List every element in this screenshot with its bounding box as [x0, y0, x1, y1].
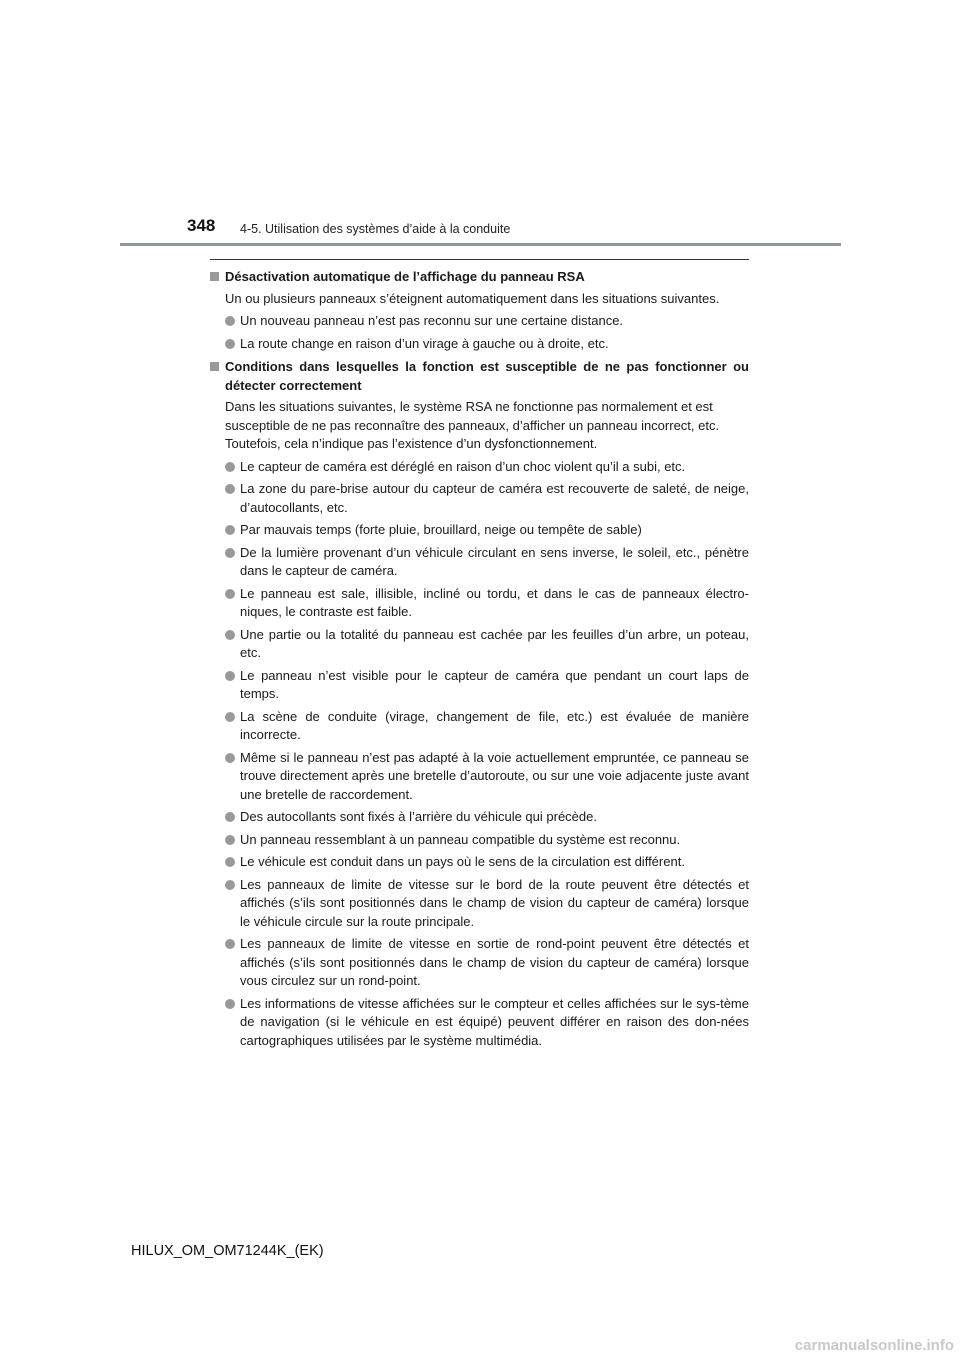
watermark: carmanualsonline.info: [794, 1337, 954, 1354]
subsection-heading: Désactivation automatique de l’affichage du panneau RSA: [210, 268, 749, 287]
subsection-heading: Conditions dans lesquelles la fonction est susceptible de ne pas fonctionner ou détecter correctement: [210, 358, 749, 395]
circle-bullet-icon: [225, 589, 235, 599]
list-item: Des autocollants sont fixés à l’arrière du véhicule qui précède.: [210, 808, 749, 827]
list-item: Les panneaux de limite de vitesse sur le bord de la route peuvent être détectés et affichés (s’ils sont positionnés dans le champ de vision du capteur de caméra) lorsque le véhicule circule sur la route principale.: [210, 876, 749, 932]
circle-bullet-icon: [225, 812, 235, 822]
circle-bullet-icon: [225, 712, 235, 722]
circle-bullet-icon: [225, 939, 235, 949]
circle-bullet-icon: [225, 671, 235, 681]
list-item: La route change en raison d’un virage à gauche ou à droite, etc.: [210, 335, 749, 354]
square-bullet-icon: [210, 362, 219, 371]
list-item: Par mauvais temps (forte pluie, brouillard, neige ou tempête de sable): [210, 521, 749, 540]
circle-bullet-icon: [225, 462, 235, 472]
square-bullet-icon: [210, 272, 219, 281]
header-rule: [120, 243, 841, 246]
list-item: Les informations de vitesse affichées sur le compteur et celles affichées sur le sys-tème de navigation (si le véhicule en est équipé) peuvent différer en raison des don-nées cartographiques utilisées par le système multimédia.: [210, 995, 749, 1051]
circle-bullet-icon: [225, 548, 235, 558]
paragraph: Dans les situations suivantes, le système RSA ne fonctionne pas normalement et est susceptible de ne pas reconnaître des panneaux, d’afficher un panneau incorrect, etc. Toutefois, cela n’indique pas l’existence d’un dysfonctionnement.: [225, 399, 720, 451]
content-rule: [210, 259, 749, 260]
section-title: 4-5. Utilisation des systèmes d’aide à la conduite: [240, 222, 511, 236]
circle-bullet-icon: [225, 999, 235, 1009]
list-item: Les panneaux de limite de vitesse en sortie de rond-point peuvent être détectés et affichés (s’ils sont positionnés dans le champ de vision du capteur de caméra) lorsque vous circulez sur un rond-point.: [210, 935, 749, 991]
list-item: Une partie ou la totalité du panneau est cachée par les feuilles d’un arbre, un poteau, etc.: [210, 626, 749, 663]
circle-bullet-icon: [225, 880, 235, 890]
paragraph: Un ou plusieurs panneaux s’éteignent automatiquement dans les situations suivantes.: [225, 290, 720, 306]
list-item: Un panneau ressemblant à un panneau compatible du système est reconnu.: [210, 831, 749, 850]
list-item: Le panneau est sale, illisible, incliné ou tordu, et dans le cas de panneaux électro-niques, le contraste est faible.: [210, 585, 749, 622]
list-item: De la lumière provenant d’un véhicule circulant en sens inverse, le soleil, etc., pénètre dans le capteur de caméra.: [210, 544, 749, 581]
list-item: Le capteur de caméra est déréglé en raison d’un choc violent qu’il a subi, etc.: [210, 458, 749, 477]
list-item: Le panneau n’est visible pour le capteur de caméra que pendant un court laps de temps.: [210, 667, 749, 704]
circle-bullet-icon: [225, 484, 235, 494]
circle-bullet-icon: [225, 339, 235, 349]
document-code: HILUX_OM_OM71244K_(EK): [131, 1243, 324, 1259]
circle-bullet-icon: [225, 835, 235, 845]
list-item: Le véhicule est conduit dans un pays où le sens de la circulation est différent.: [210, 853, 749, 872]
circle-bullet-icon: [225, 525, 235, 535]
list-item: La scène de conduite (virage, changement de file, etc.) est évaluée de manière incorrecte.: [210, 708, 749, 745]
circle-bullet-icon: [225, 857, 235, 867]
list-item: Même si le panneau n’est pas adapté à la voie actuellement empruntée, ce panneau se trouve directement après une bretelle d’autoroute, ou sur une voie adjacente juste avant une bretelle de raccordement.: [210, 749, 749, 805]
page-content: [210, 268, 749, 1050]
list-item: La zone du pare-brise autour du capteur de caméra est recouverte de saleté, de neige, d’autocollants, etc.: [210, 480, 749, 517]
circle-bullet-icon: [225, 753, 235, 763]
circle-bullet-icon: [225, 630, 235, 640]
page-number: 348: [187, 216, 216, 235]
list-item: Un nouveau panneau n’est pas reconnu sur une certaine distance.: [210, 312, 749, 331]
circle-bullet-icon: [225, 316, 235, 326]
